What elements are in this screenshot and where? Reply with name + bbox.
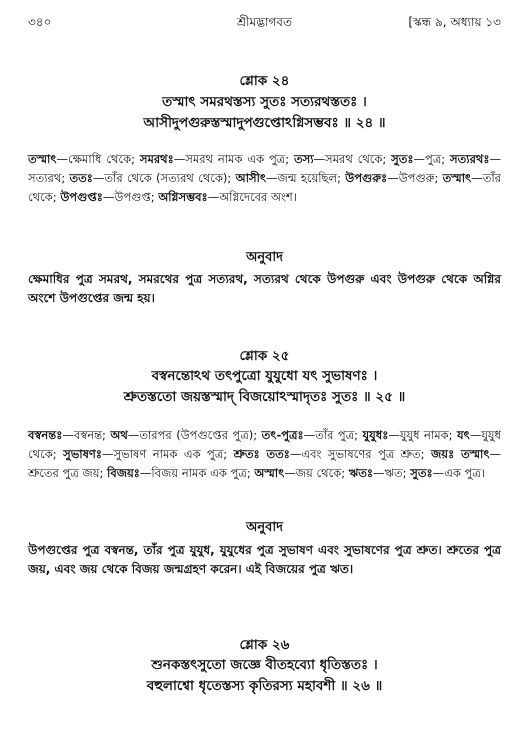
sloka-24-verse-line-2: আসীদুপগুরুস্তস্মাদুপগুপ্তোঽগ্নিসম্ভবঃ ॥ ২৪ ॥ bbox=[143, 115, 386, 131]
synonym-word: সত্যরথঃ bbox=[450, 152, 490, 166]
sloka-25-synonyms bbox=[28, 426, 501, 483]
synonym-meaning: —উপগুপ্ত; bbox=[102, 190, 159, 204]
synonym-word: ঋতঃ bbox=[348, 466, 374, 480]
chapter-reference: [স্কন্ধ ৯, অধ্যায় ১৩ bbox=[408, 15, 501, 29]
synonym-meaning: —তাঁর থেকে (সত্যরথ থেকে); bbox=[92, 171, 236, 185]
synonym-meaning: —অগ্নিদেবের অংশ। bbox=[207, 190, 297, 204]
synonym-word: আসীৎ bbox=[235, 171, 267, 185]
synonym-word: যৎ bbox=[457, 428, 470, 442]
book-title: শ্রীমদ্ভাগবত bbox=[236, 15, 292, 29]
synonym-word: শ্রুতঃ ততঃ bbox=[233, 447, 290, 461]
sloka-25-title-block bbox=[28, 345, 501, 368]
synonym-word: উপগুরুঃ bbox=[345, 171, 388, 185]
synonym-meaning: —সমরথ নামক এক পুত্র; bbox=[173, 152, 294, 166]
synonym-word: তৎ-পুত্রঃ bbox=[261, 428, 304, 442]
sloka-25-title: শ্লোক ২৫ bbox=[239, 348, 290, 364]
synonym-meaning: —সমরথ থেকে; bbox=[313, 152, 392, 166]
sloka-24-verse bbox=[28, 92, 501, 134]
synonym-meaning: —যুযুধ থেকে; bbox=[28, 428, 502, 461]
synonym-meaning: —তাঁর পুত্র; bbox=[303, 428, 363, 442]
synonym-meaning: —সত্যরথ; bbox=[28, 152, 501, 185]
synonym-meaning: —পুত্র; bbox=[413, 152, 451, 166]
sloka-24-verse-line-1: তস্মাৎ সমরথস্তস্য সুতঃ সত্যরথস্ততঃ । bbox=[162, 94, 367, 110]
sloka-25-synonyms-block bbox=[28, 426, 501, 483]
synonym-meaning: —এক পুত্র। bbox=[432, 466, 485, 480]
sloka-26-verse-line-2: বহুলাশ্বো ধৃতেস্তস্য কৃতিরস্য মহাবশী ॥ ২৬ ॥ bbox=[146, 678, 383, 694]
synonym-meaning: —তাঁর থেকে; bbox=[28, 171, 501, 204]
synonym-meaning: —ঋত; bbox=[373, 466, 411, 480]
sloka-24-anubad-title-block bbox=[28, 248, 501, 269]
sloka-24-synonyms bbox=[28, 150, 501, 207]
synonym-meaning: —উপগুরু; bbox=[387, 171, 443, 185]
synonym-meaning: —বস্বনন্ত; bbox=[62, 428, 111, 442]
synonym-word: সমরথঃ bbox=[139, 152, 174, 166]
sloka-25-anubad-title-block bbox=[28, 518, 501, 539]
sloka-24-synonyms-block bbox=[28, 150, 501, 207]
sloka-24-title-block bbox=[28, 70, 501, 93]
synonym-meaning: —সুভাষণ নামক এক পুত্র; bbox=[102, 447, 234, 461]
synonym-meaning: —এবং সুভাষণের পুত্র শ্রুত; bbox=[289, 447, 431, 461]
sloka-24-translation-block bbox=[28, 270, 501, 308]
sloka-25-translation-block bbox=[28, 541, 501, 579]
synonym-meaning: —যুযুধ নামক; bbox=[388, 428, 458, 442]
synonym-word: সুতঃ bbox=[391, 152, 414, 166]
synonym-word: অথ bbox=[110, 428, 128, 442]
synonym-word: বস্বনন্তঃ bbox=[28, 428, 63, 442]
synonym-word: উপগুপ্তঃ bbox=[60, 190, 103, 204]
sloka-26-title: শ্লোক ২৬ bbox=[239, 637, 290, 653]
synonym-word: তস্য bbox=[293, 152, 314, 166]
sloka-24-translation: ক্ষেমাধির পুত্র সমরথ, সমরথের পুত্র সত্যরথ, সত্যরথ থেকে উপগুরু এবং উপগুরু থেকে অগ্নির অংশে উপগুপ্তের জন্ম হয়। bbox=[28, 272, 501, 305]
sloka-24-title: শ্লোক ২৪ bbox=[239, 73, 290, 89]
sloka-25-anubad-title: অনুবাদ bbox=[246, 520, 283, 535]
page-header bbox=[28, 14, 501, 32]
synonym-meaning: —তারপর (উপগুপ্তের পুত্র); bbox=[127, 428, 262, 442]
page-number: ৩৪০ bbox=[28, 15, 52, 29]
sloka-24-anubad-title: অনুবাদ bbox=[246, 250, 283, 265]
synonym-word: তস্মাৎ bbox=[442, 171, 472, 185]
synonym-word: অস্মাৎ bbox=[254, 466, 285, 480]
synonym-word: যুযুধঃ bbox=[362, 428, 389, 442]
synonym-word: তস্মাৎ bbox=[28, 152, 57, 166]
synonym-meaning: —জয় থেকে; bbox=[284, 466, 349, 480]
sloka-25-translation: উপগুপ্তের পুত্র বস্বনন্ত, তাঁর পুত্র যুযুধ, যুযুধের পুত্র সুভাষণ এবং সুভাষণের পুত্র শ্রুত। শ্রুতের পুত্র জয়, এবং জয় থেকে বিজয় জন্মগ্রহণ করেন। এই বিজয়ের পুত্র ঋত। bbox=[28, 543, 501, 576]
sloka-26-verse-line-1: শুনকস্তৎসুতো জজ্ঞে বীতহব্যো ধৃতিস্ততঃ । bbox=[151, 657, 378, 673]
sloka-25-verse-line-1: বস্বনন্তোঽথ তৎপুত্রো যুযুধো যৎ সুভাষণঃ । bbox=[151, 368, 378, 384]
synonym-word: অগ্নিসম্ভবঃ bbox=[158, 190, 208, 204]
synonym-meaning: —শ্রুতের পুত্র জয়; bbox=[28, 447, 502, 480]
sloka-25-verse-line-2: শ্রুতস্ততো জয়স্তস্মাদ্ বিজয়োঽস্মাদৃতঃ সুতঃ ॥ ২৫ ॥ bbox=[123, 389, 406, 405]
synonym-meaning: —বিজয় নামক এক পুত্র; bbox=[139, 466, 255, 480]
synonym-meaning: —ক্ষেমাধি থেকে; bbox=[56, 152, 140, 166]
synonym-word: সুতঃ bbox=[410, 466, 433, 480]
sloka-26-verse bbox=[28, 655, 501, 697]
synonym-word: জয়ঃ তস্মাৎ bbox=[431, 447, 490, 461]
synonym-word: সুভাষণঃ bbox=[63, 447, 103, 461]
synonym-meaning: —জন্ম হয়েছিল; bbox=[266, 171, 346, 185]
synonym-word: বিজয়ঃ bbox=[107, 466, 140, 480]
sloka-25-verse bbox=[28, 366, 501, 408]
synonym-word: ততঃ bbox=[69, 171, 93, 185]
sloka-26-title-block bbox=[28, 634, 501, 657]
